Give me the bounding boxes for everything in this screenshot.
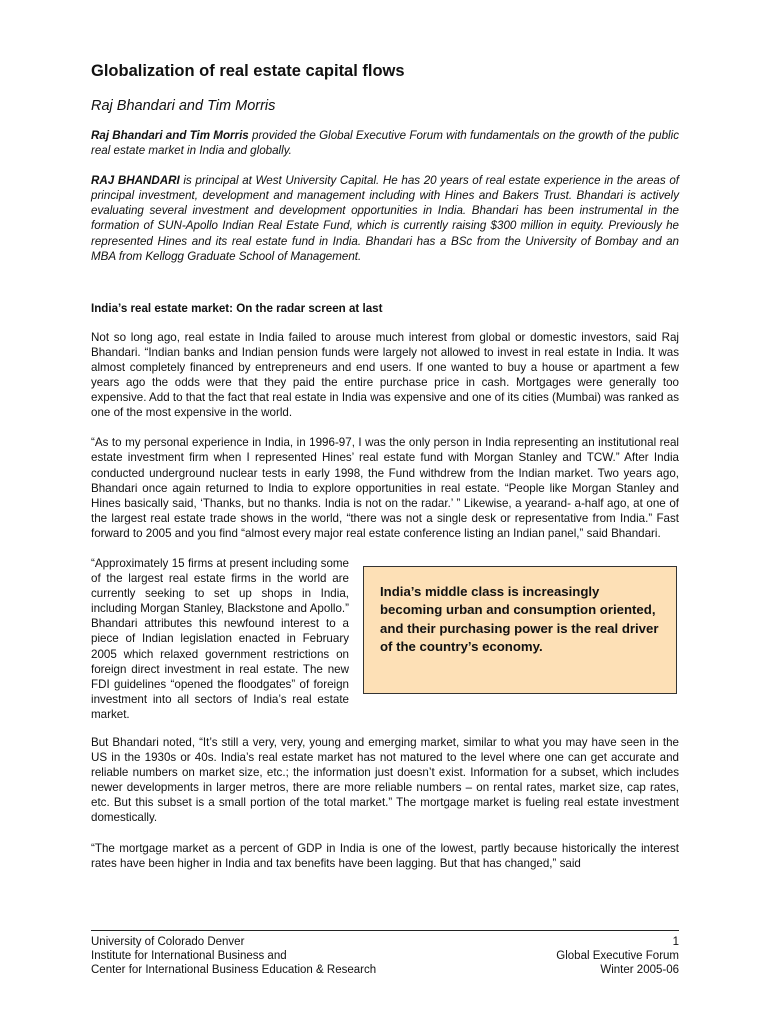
bio-lead: RAJ BHANDARI (91, 174, 180, 188)
section-heading: India’s real estate market: On the radar screen at last (91, 301, 383, 315)
callout-section (91, 556, 679, 720)
body-paragraph-4: But Bhandari noted, “It’s still a very, very, young and emerging market, similar to what you may have seen in the US in the 1930s or 40s. India’s real estate market has not matured to the level where one can get accurate and reliable numbers on market size, etc.; the information just doesn’t exist. Information for a subset, which includes newer developments in larger metros, there are more reliable numbers – on rental rates, market size, cap rates, etc. But this subset is a small portion of the total market.” The mortgage market is fueling real estate investment domestically. (91, 735, 679, 825)
footer-publication (556, 935, 679, 977)
article-title: Globalization of real estate capital flows (91, 62, 405, 80)
page-footer (91, 930, 679, 977)
article-authors: Raj Bhandari and Tim Morris (91, 98, 276, 114)
pull-quote-box: India’s middle class is increasingly becoming urban and consumption oriented, and their purchasing power is the real driver of the country’s economy. (363, 566, 677, 694)
footer-institution (91, 935, 376, 977)
footer-left-line-2: Institute for International Business and (91, 950, 287, 962)
body-paragraph-1: Not so long ago, real estate in India failed to arouse much interest from global or domestic investors, said Raj Bhandari. “Indian banks and Indian pension funds were largely not allowed to invest in real estate in India. It was almost completely financed by entrepreneurs and end users. If one wanted to buy a house or apartment a few years ago the odds were that they paid the entire purchase price in cash. Mortgages were generally too expensive. Add to that the fact that real estate in India was expensive and one of its cities (Mumbai) was ranked as one of the most expensive in the world. (91, 330, 679, 420)
page-number: 1 (672, 936, 679, 948)
body-paragraph-2: “As to my personal experience in India, in 1996-97, I was the only person in India representing an institutional real estate investment firm when I represented Hines’ real estate fund with Morgan Stanley and TCW.” After India conducted underground nuclear tests in early 1998, the Fund withdrew from the Indian market. Two years ago, Bhandari once again returned to India to explore opportunities in real estate. “People like Morgan Stanley and Hines basically said, ‘Thanks, but no thanks. India is not on the radar.’ ” Likewise, a yearand- a-half ago, at one of the largest real estate trade shows in the world, “there was not a single desk or representative from India.” Fast forward to 2005 and you find “almost every major real estate conference listing an Indian panel,” said Bhandari. (91, 436, 679, 540)
footer-left-line-1: University of Colorado Denver (91, 936, 245, 948)
bio-paragraph (91, 173, 679, 264)
intro-lead: Raj Bhandari and Tim Morris (91, 129, 249, 142)
intro-paragraph (91, 128, 679, 158)
body-paragraph-5: “The mortgage market as a percent of GDP in India is one of the lowest, partly because historically the interest rates have been higher in India and tax benefits have been lagging. But that has changed,” said (91, 841, 679, 870)
article-body (91, 62, 679, 886)
bio-text: is principal at West University Capital. He has 20 years of real estate experience in the areas of principal investment, development and management including with Hines and Bakers Trust. Bhandari is actively evaluating several investment and development opportunities in India. Bhandari has been instrumental in the formation of SUN-Apollo Indian Real Estate Fund, which is currently raising $300 million in equity. Previously he represented Hines and its real estate fund in India. Bhandari has a BSc from the University of Bombay and an MBA from Kellogg Graduate School of Management. (91, 174, 679, 263)
body-paragraph-3: “Approximately 15 firms at present including some of the largest real estate firms in the world are currently seeking to set up shops in India, including Morgan Stanley, Blackstone and Apollo.” Bhandari attributes this newfound interest to a piece of Indian legislation enacted in February 2005 which relaxed government restrictions on foreign direct investment in real estate. The new FDI guidelines “opened the floodgates” of foreign investment into all sectors of India’s real estate market. (91, 556, 349, 721)
footer-right-line-2: Global Executive Forum (556, 950, 679, 962)
footer-right-line-3: Winter 2005-06 (600, 964, 679, 976)
intro-text: provided the Global Executive Forum with fundamentals on the growth of the public real estate market in India and globally. (91, 129, 679, 158)
footer-left-line-3: Center for International Business Education & Research (91, 964, 377, 976)
